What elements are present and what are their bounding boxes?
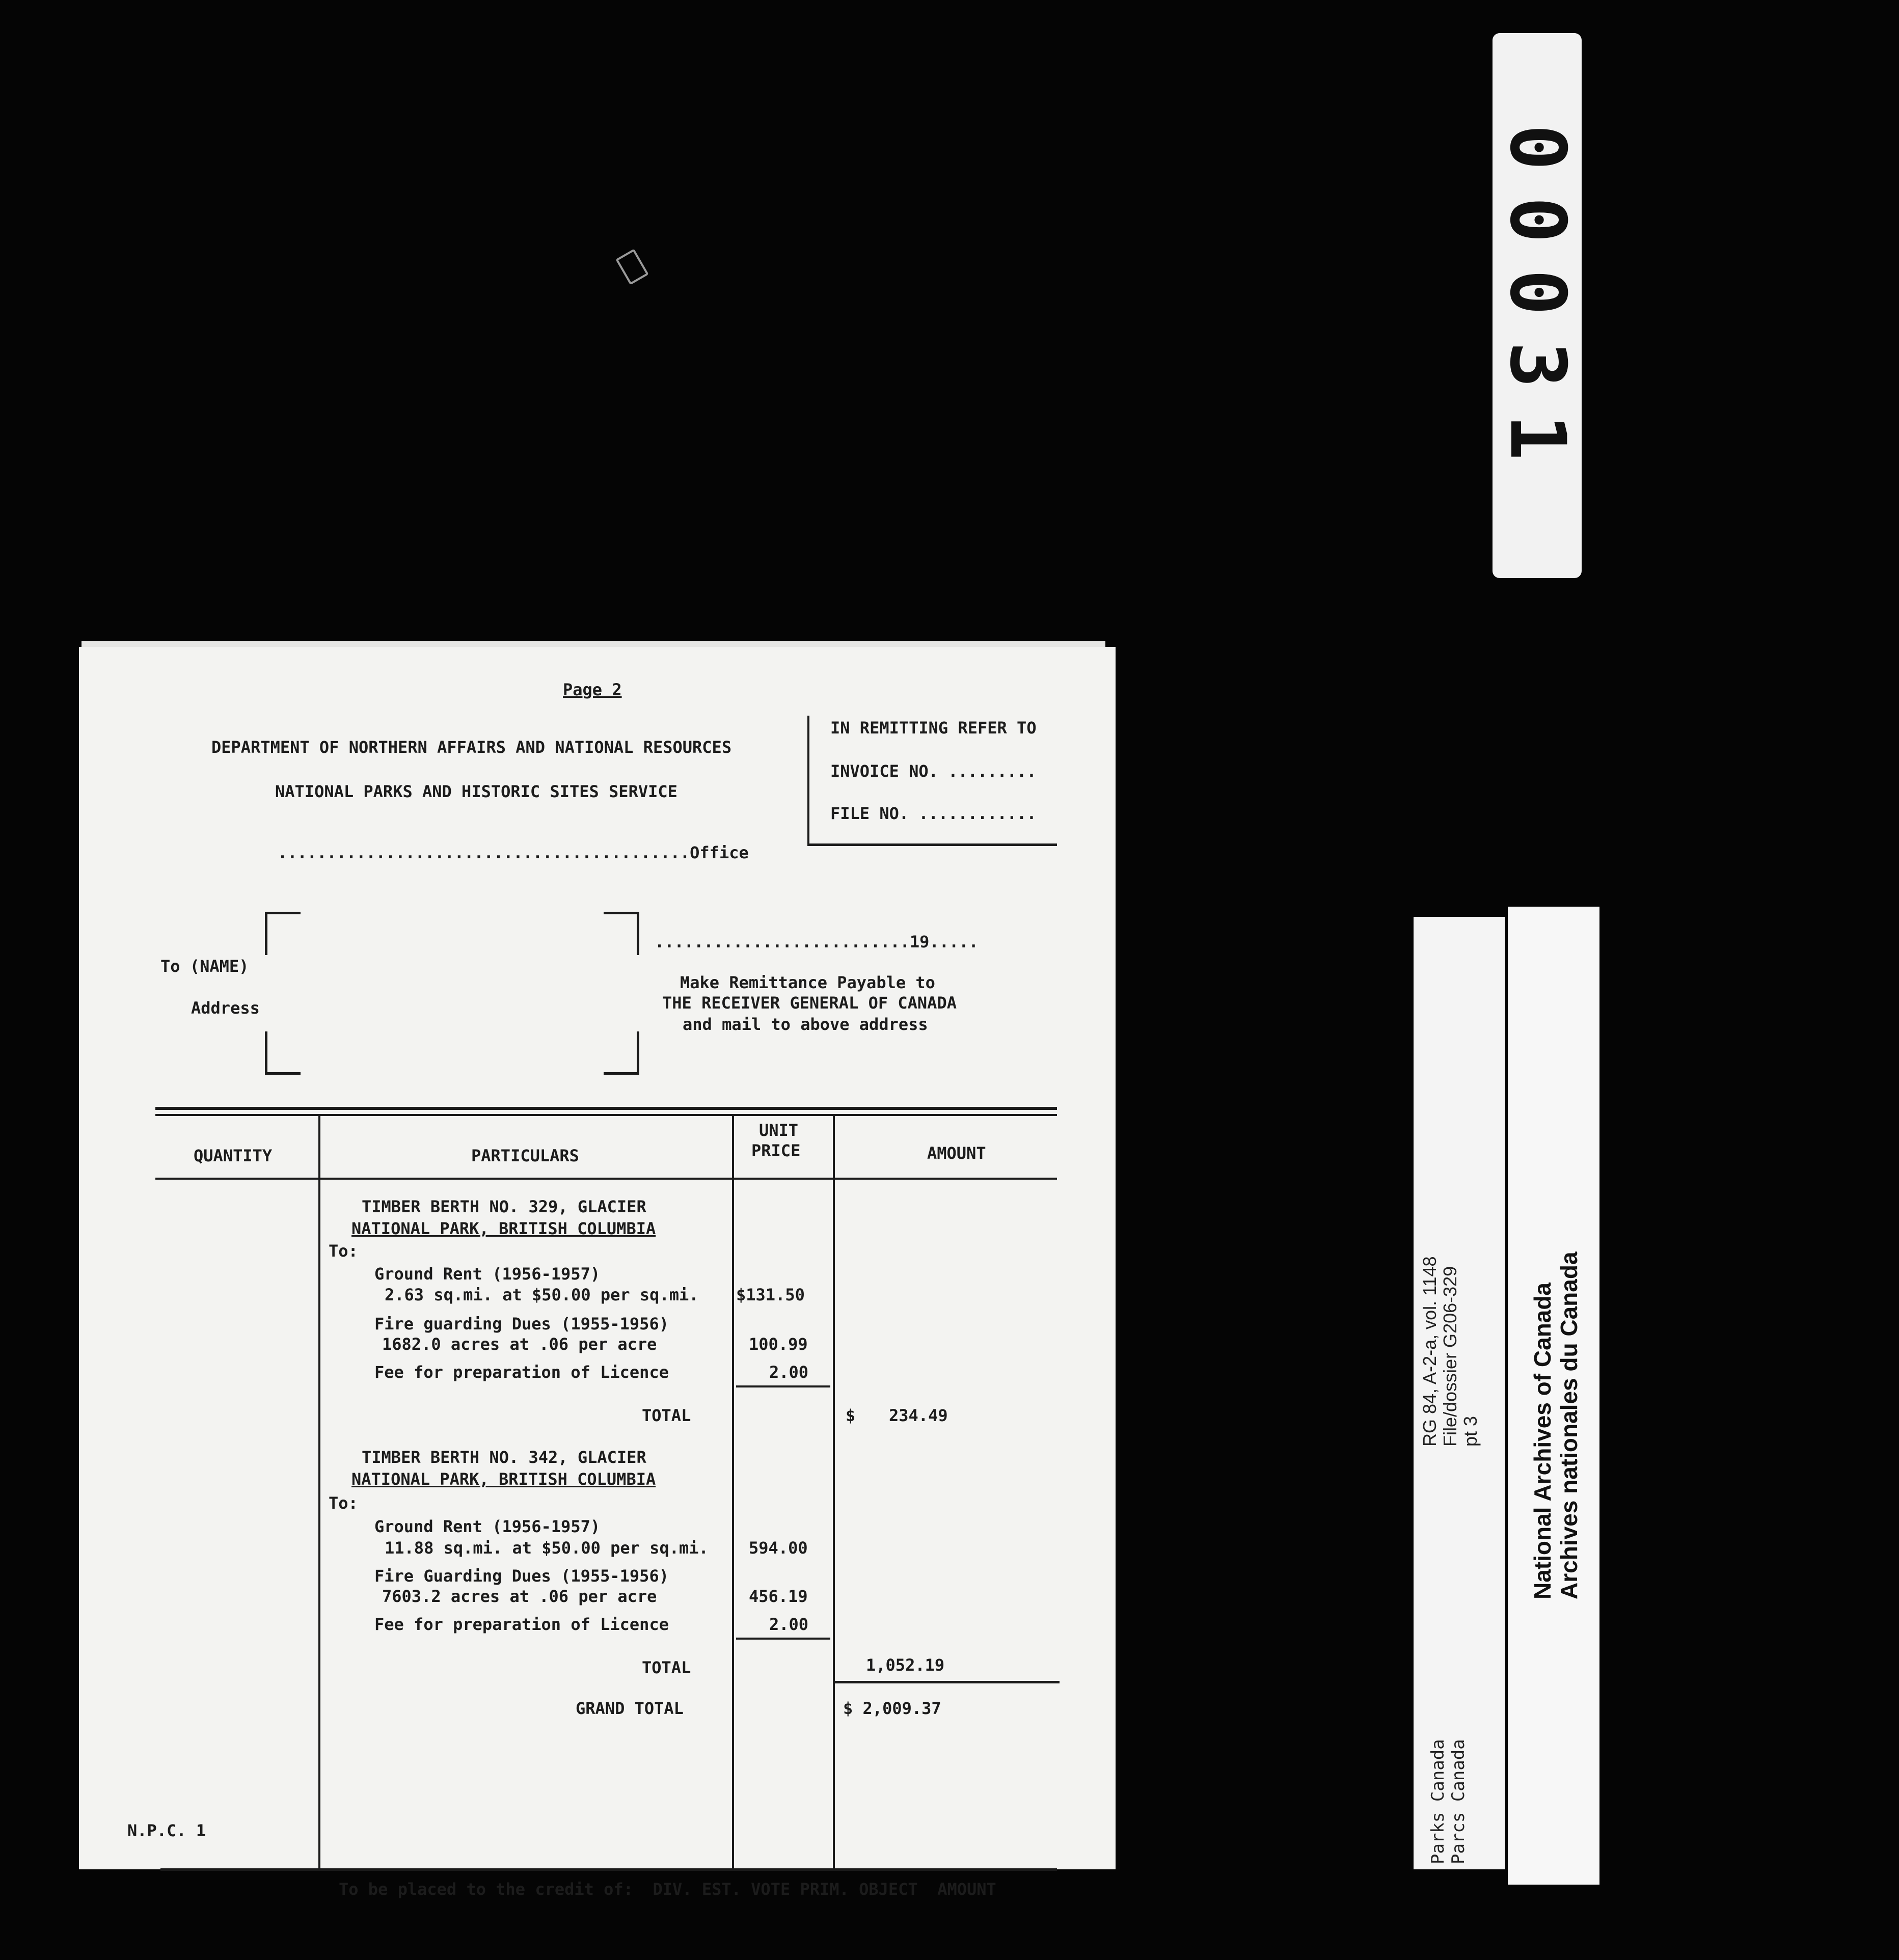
archive-reference-label xyxy=(1414,917,1505,1869)
total-label: TOTAL xyxy=(642,1658,691,1677)
berth-title: NATIONAL PARK, BRITISH COLUMBIA xyxy=(351,1219,656,1238)
unit-price-value: 594.00 xyxy=(749,1538,808,1558)
remit-box-left-border xyxy=(807,716,809,846)
berth-title: TIMBER BERTH NO. 342, GLACIER xyxy=(362,1448,646,1467)
file-number-field: FILE NO. ............ xyxy=(830,804,1037,823)
item-description: Fee for preparation of Licence xyxy=(374,1615,669,1634)
agency-line: Parks Canada xyxy=(1428,1739,1448,1864)
table-header-rule xyxy=(155,1178,1057,1180)
address-window-corner-br xyxy=(604,1031,639,1075)
grand-total-label: GRAND TOTAL xyxy=(576,1699,684,1718)
subtotal-rule xyxy=(736,1638,830,1640)
unit-price-header: PRICE xyxy=(751,1141,801,1160)
quantity-header: QUANTITY xyxy=(194,1146,273,1165)
item-description: 2.63 sq.mi. at $50.00 per sq.mi. xyxy=(385,1285,699,1304)
particulars-header: PARTICULARS xyxy=(471,1146,579,1165)
unit-price-value: 100.99 xyxy=(749,1335,808,1354)
subtotal-rule xyxy=(736,1385,830,1387)
item-description: 1682.0 acres at .06 per acre xyxy=(382,1335,657,1354)
date-line: ..........................19..... xyxy=(655,932,979,951)
to-label: To: xyxy=(329,1241,358,1261)
table-bottom-rule xyxy=(160,1868,1057,1871)
remittance-line: Make Remittance Payable to xyxy=(680,973,935,992)
total-amount: 234.49 xyxy=(889,1406,948,1425)
service-name: NATIONAL PARKS AND HISTORIC SITES SERVICE xyxy=(275,782,677,801)
frame-number: 00031 xyxy=(1493,124,1582,487)
address-window-corner-tr xyxy=(604,912,639,955)
archive-name-fr: Archives nationales du Canada xyxy=(1556,1251,1582,1599)
item-description: Fire guarding Dues (1955-1956) xyxy=(374,1314,669,1333)
table-top-rule xyxy=(155,1107,1057,1110)
berth-title: NATIONAL PARK, BRITISH COLUMBIA xyxy=(351,1469,656,1489)
reference-line: File/dossier G206-329 xyxy=(1440,1266,1460,1447)
film-artifact-mark xyxy=(615,249,648,285)
form-number: N.P.C. 1 xyxy=(127,1821,206,1840)
remittance-line: THE RECEIVER GENERAL OF CANADA xyxy=(662,993,957,1013)
invoice-sheet xyxy=(79,647,1116,1899)
reference-line: RG 84, A-2-a, vol. 1148 xyxy=(1419,1256,1440,1447)
to-label: To: xyxy=(329,1493,358,1513)
total-currency: $ xyxy=(846,1406,856,1425)
remittance-line: and mail to above address xyxy=(683,1015,928,1034)
address-label: Address xyxy=(191,998,260,1018)
remit-box-bottom-border xyxy=(807,843,1057,846)
berth-title: TIMBER BERTH NO. 329, GLACIER xyxy=(362,1197,646,1216)
item-description: Fire Guarding Dues (1955-1956) xyxy=(374,1566,669,1586)
unit-price-header: UNIT xyxy=(759,1121,799,1140)
grand-total-rule xyxy=(833,1681,1060,1683)
unit-price-value: 456.19 xyxy=(749,1587,808,1606)
total-amount: 1,052.19 xyxy=(866,1655,945,1675)
reference-line: pt 3 xyxy=(1460,1415,1481,1447)
unit-price-value: 2.00 xyxy=(769,1615,809,1634)
item-description: 7603.2 acres at .06 per acre xyxy=(382,1587,657,1606)
column-divider xyxy=(732,1115,734,1869)
item-description: Ground Rent (1956-1957) xyxy=(374,1517,601,1536)
address-window-corner-bl xyxy=(265,1031,301,1075)
column-divider xyxy=(318,1115,320,1869)
archive-institution-label xyxy=(1508,907,1599,1885)
total-label: TOTAL xyxy=(642,1406,691,1425)
remit-refer-label: IN REMITTING REFER TO xyxy=(830,718,1037,738)
archive-name-en: National Archives of Canada xyxy=(1529,1282,1556,1599)
column-divider xyxy=(833,1115,835,1869)
item-description: Ground Rent (1956-1957) xyxy=(374,1264,601,1284)
table-top-rule-double xyxy=(155,1114,1057,1116)
office-line: ..........................................Office xyxy=(278,843,749,862)
invoice-number-field: INVOICE NO. ......... xyxy=(830,761,1037,781)
address-window-corner-tl xyxy=(265,912,301,955)
grand-total-amount: $ 2,009.37 xyxy=(843,1699,941,1718)
agency-line: Parcs Canada xyxy=(1448,1739,1469,1864)
unit-price-value: $131.50 xyxy=(736,1285,805,1304)
frame-number-strip xyxy=(1493,33,1582,578)
page-label: Page 2 xyxy=(563,680,622,699)
to-name-label: To (NAME) xyxy=(160,957,249,976)
amount-header: AMOUNT xyxy=(927,1144,986,1163)
credit-line: To be placed to the credit of: DIV. EST. VOTE PRIM. OBJECT AMOUNT xyxy=(339,1880,996,1899)
item-description: Fee for preparation of Licence xyxy=(374,1363,669,1382)
department-name: DEPARTMENT OF NORTHERN AFFAIRS AND NATIONAL RESOURCES xyxy=(211,738,732,757)
item-description: 11.88 sq.mi. at $50.00 per sq.mi. xyxy=(385,1538,709,1558)
unit-price-value: 2.00 xyxy=(769,1363,809,1382)
